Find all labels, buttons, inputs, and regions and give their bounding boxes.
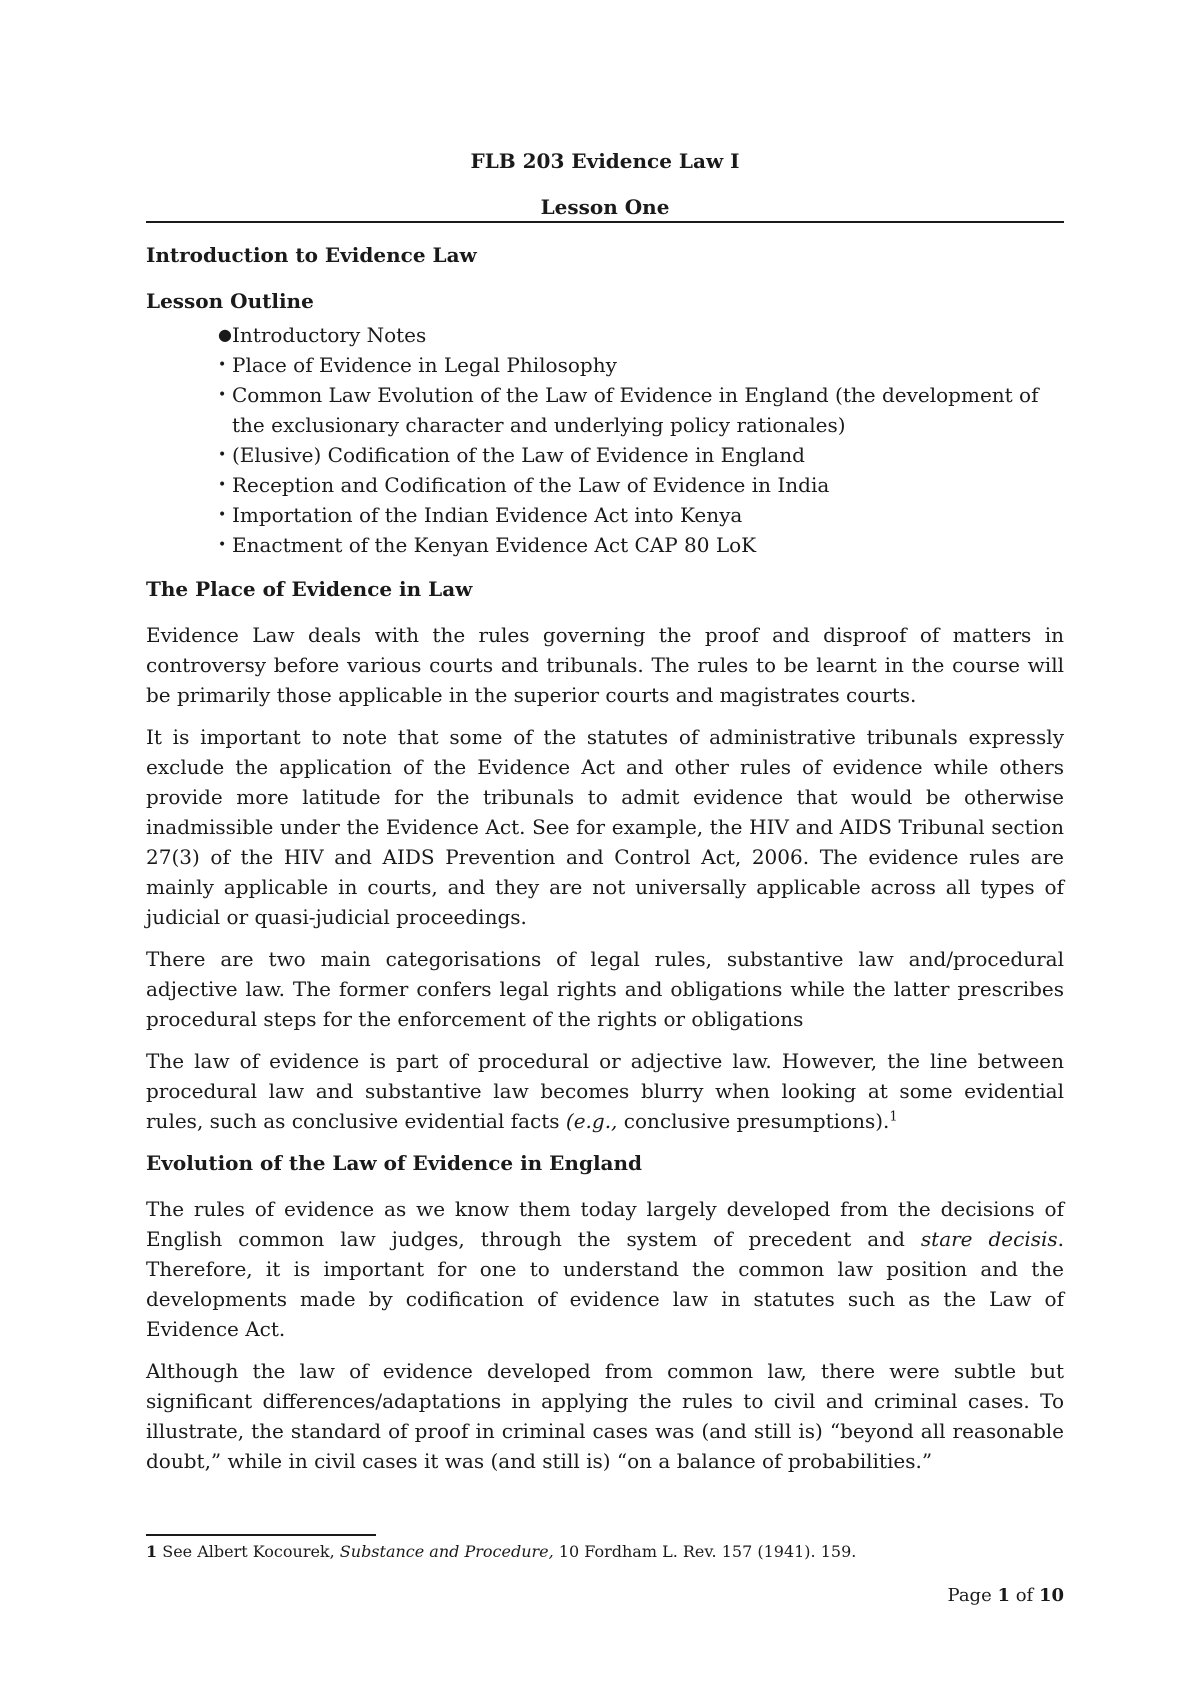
outline-item	[218, 380, 1064, 440]
outline-item-label: Introductory Notes	[232, 323, 427, 347]
footnote-text: See Albert Kocourek,	[157, 1542, 340, 1561]
italic-text: stare decisis	[920, 1227, 1058, 1251]
course-title: FLB 203 Evidence Law I	[470, 149, 740, 173]
lesson-outline-heading: Lesson Outline	[146, 289, 314, 313]
footnote	[146, 1540, 1064, 1564]
page-number-current: 1	[997, 1585, 1010, 1606]
introduction-heading: Introduction to Evidence Law	[146, 243, 477, 267]
page-number	[948, 1584, 1064, 1608]
outline-item-label: Common Law Evolution of the Law of Evidence in England (the development of the exclusionary character and underlying policy rationales)	[232, 383, 1039, 437]
outline-item-label: Enactment of the Kenyan Evidence Act CAP 80 LoK	[232, 533, 757, 557]
lesson-number: Lesson One	[540, 195, 670, 219]
outline-item-label: (Elusive) Codification of the Law of Evidence in England	[232, 443, 805, 467]
bullet-icon: •	[218, 387, 227, 403]
page-number-total: 10	[1038, 1585, 1064, 1606]
bullet-icon: •	[218, 537, 227, 553]
outline-item	[218, 350, 1064, 380]
section-heading-evolution: Evolution of the Law of Evidence in England	[146, 1151, 643, 1175]
outline-item	[218, 530, 1064, 560]
paragraph-text: . Therefore, it is important for one to understand the common law position and the developments made by codification of evidence law in statutes such as the Law of Evidence Act.	[146, 1227, 1064, 1341]
bullet-icon: •	[218, 357, 227, 373]
outline-item-label: Place of Evidence in Legal Philosophy	[232, 353, 617, 377]
outline-item-label: Importation of the Indian Evidence Act into Kenya	[232, 503, 743, 527]
outline-item	[218, 470, 1064, 500]
outline-item	[218, 320, 1064, 350]
italic-text: (e.g.,	[565, 1109, 618, 1133]
bullet-icon: •	[218, 507, 227, 523]
bullet-icon: ●	[218, 325, 232, 344]
paragraph: Evidence Law deals with the rules governing the proof and disproof of matters in controversy before various courts and tribunals. The rules to be learnt in the course will be primarily those applicable in the superior courts and magistrates courts.	[146, 623, 1064, 707]
body-flow	[146, 240, 1064, 1488]
paragraph-text: The law of evidence is part of procedural or adjective law. However, the line between procedural law and substantive law becomes blurry when looking at some evidential rules, such as conclusive evidential facts	[146, 1049, 1064, 1133]
footnote-italic: Substance and Procedure,	[339, 1542, 554, 1561]
lesson-outline-list	[146, 320, 1064, 560]
paragraph	[146, 1046, 1064, 1136]
outline-item-label: Reception and Codification of the Law of Evidence in India	[232, 473, 830, 497]
title-divider	[146, 221, 1064, 223]
footnote-reference[interactable]: 1	[889, 1109, 898, 1125]
paragraph-text: The rules of evidence as we know them today largely developed from the decisions of English common law judges, through the system of precedent and	[146, 1197, 1064, 1251]
outline-item	[218, 500, 1064, 530]
page-number-middle: of	[1009, 1585, 1039, 1606]
footnote-divider	[146, 1534, 376, 1536]
paragraph: There are two main categorisations of legal rules, substantive law and/procedural adjective law. The former confers legal rights and obligations while the latter prescribes procedural steps for the enforcement of the rights or obligations	[146, 947, 1064, 1031]
bullet-icon: •	[218, 447, 227, 463]
bullet-icon: •	[218, 477, 227, 493]
page-number-prefix: Page	[947, 1585, 998, 1606]
paragraph	[146, 1194, 1064, 1344]
paragraph: Although the law of evidence developed from common law, there were subtle but significant differences/adaptations in applying the rules to civil and criminal cases. To illustrate, the standard of proof in criminal cases was (and still is) “beyond all reasonable doubt,” while in civil cases it was (and still is) “on a balance of probabilities.”	[146, 1359, 1064, 1473]
paragraph-text: conclusive presumptions).	[617, 1109, 890, 1133]
footnote-number: 1	[146, 1542, 158, 1561]
section-heading-place-of-evidence: The Place of Evidence in Law	[146, 577, 473, 601]
footnote-text: 10 Fordham L. Rev. 157 (1941). 159.	[553, 1542, 857, 1561]
outline-item	[218, 440, 1064, 470]
paragraph: It is important to note that some of the statutes of administrative tribunals expressly exclude the application of the Evidence Act and other rules of evidence while others provide more latitude for the tribunals to admit evidence that would be otherwise inadmissible under the Evidence Act. See for example, the HIV and AIDS Tribunal section 27(3) of the HIV and AIDS Prevention and Control Act, 2006. The evidence rules are mainly applicable in courts, and they are not universally applicable across all types of judicial or quasi-judicial proceedings.	[146, 725, 1064, 929]
